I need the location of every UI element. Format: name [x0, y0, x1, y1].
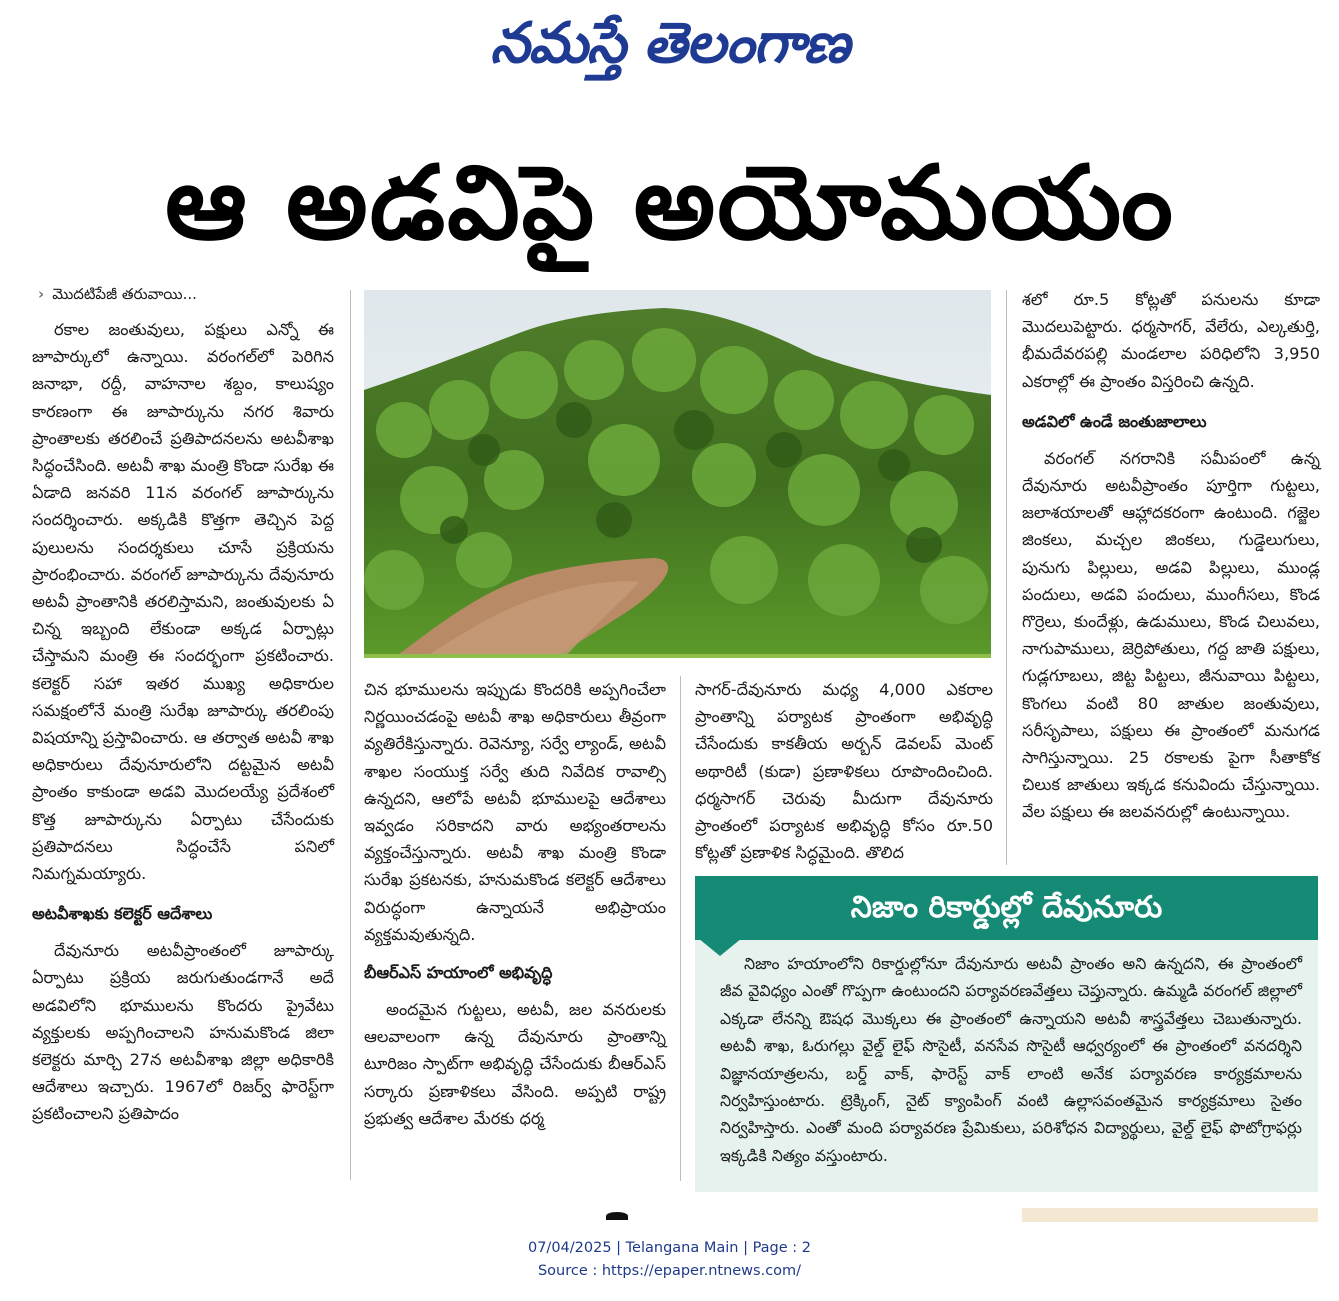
- sidebar-box-body: [720, 950, 1302, 1169]
- sidebar-box-paragraph: నిజాం హయాంలోని రికార్డుల్లోనూ దేవునూరు అటవీ ప్రాంతం అని ఉన్నదని, ఈ ప్రాంతంలో జీవ వైవిధ్యం ఎంతో గొప్పగా ఉంటుందని పర్యావరణవేత్తలు చెప్తున్నారు. ఉమ్మడి వరంగల్ జిల్లాలో ఎక్కడా లేనన్ని ఔషధ మొక్కలు ఈ ప్రాంతంలో ఉన్నాయని అటవీ శాస్త్రవేత్తలు చెబుతున్నారు. అటవీ శాఖ, ఓరుగల్లు వైల్డ్ లైఫ్ సొసైటీ, వనసేవ సొసైటీ ఆధ్వర్యంలో ఈ ప్రాంతంలో వనదర్శిని విజ్ఞానయాత్రలను, బర్డ్ వాక్, ఫారెస్ట్ వాక్ లాంటి అనేక పర్యావరణ కార్యక్రమాలను నిర్వహిస్తుంటారు. ట్రెక్కింగ్, నైట్ క్యాంపింగ్ వంటి ఉల్లాసవంతమైన కార్యక్రమాలు సైతం నిర్వహిస్తారు. ఎంతో మంది పర్యావరణ ప్రేమికులు, పరిశోధన విద్యార్థులు, వైల్డ్ లైఫ్ ఫొటోగ్రాఫర్లు ఇక్కడికి నిత్యం వస్తుంటారు.: [720, 954, 1302, 1165]
- forest-hill-image: [364, 290, 991, 658]
- column1-paragraph-2: దేవునూరు అటవీప్రాంతంలో జూపార్కు ఏర్పాటు ప్రక్రియ జరుగుతుండగానే అదే అడవిలోని భూములను కొందరు ప్రైవేటు వ్యక్తులకు అప్పగించాలని హనుమకొండ జిలా కలెక్టరు మార్చి 27న అటవీశాఖ జిల్లా అధికారికి ఆదేశాలు ఇచ్చారు. 1967లో రిజర్వ్ ఫారెస్ట్‌గా ప్రకటించాలని ప్రతిపాదం: [32, 941, 334, 1124]
- column4-paragraph-2: వరంగల్ నగరానికి సమీపంలో ఉన్న దేవునూరు అటవీప్రాంతం పూర్తిగా గుట్టలు, జలాశయాలతో ఆహ్లాదకరంగా ఉంటుంది. గజ్జెల జింకలు, మచ్చల జింకలు, గుడ్డెలుగులు, పునుగు పిల్లులు, అడవి పిల్లులు, ముండ్ల పందులు, అడవి పందులు, ముంగీసలు, కొండ గొర్రెలు, కుందేళ్లు, ఉడుములు, కొండ చిలువలు, నాగుపాములు, జెర్రిపోతులు, గద్ద జాతి పక్షులు, గుడ్లగూబలు, జిట్ట పిట్టలు, జీనువాయి పిట్టలు, కొంగలు వంటి 80 జాతుల జంతువులు, సరీసృపాలు, పక్షులు ఈ ప్రాంతంలో మనుగడ సాగిస్తున్నాయి. 25 రకాలకు పైగా సీతాకోక చిలుక జాతులు ఇక్కడ కనువిందు చేస్తున్నాయి. వేల పక్షులు ఈ జలవనరుల్లో ఉంటున్నాయి.: [1022, 448, 1320, 822]
- continued-from-front-page: [38, 284, 338, 304]
- column-divider: [1006, 290, 1007, 865]
- sidebar-box-title: నిజాం రికార్డుల్లో దేవునూరు: [695, 876, 1318, 940]
- article-column-4: [1022, 286, 1320, 826]
- article-column-3: [695, 676, 993, 866]
- column3-paragraph-1: సాగర్-దేవునూరు మధ్య 4,000 ఎకరాల ప్రాంతాన్ని పర్యాటక ప్రాంతంగా అభివృద్ధి చేసేందుకు కాకతీయ అర్బన్ డెవలప్ మెంట్ అథారిటీ (కుడా) ప్రణాళికలు రూపొందించింది. ధర్మసాగర్ చెరువు మీదుగా దేవునూరు ప్రాంతంలో పర్యాటక అభివృద్ధి కోసం రూ.50 కోట్లతో ప్రణాళిక సిద్ధమైంది. తొలిద: [695, 680, 993, 863]
- subhead-brs-development: బీఆర్‌ఎస్ హయాంలో అభివృద్ధి: [364, 963, 553, 983]
- column-divider: [680, 676, 681, 1181]
- continued-label: మొదటిపేజీ తరువాయి...: [52, 285, 197, 303]
- subhead-fauna: అడవిలో ఉండే జంతుజాలాలు: [1022, 411, 1207, 431]
- column2-paragraph-2: అందమైన గుట్టలు, అటవీ, జల వనరులకు ఆలవాలంగా ఉన్న దేవునూరు ప్రాంతాన్ని టూరిజం స్పాట్‌గా అభివృద్ధి చేసేందుకు బీఆర్‌ఎస్ సర్కారు ప్రణాళికలు వేసింది. అప్పటి రాష్ట్ర ప్రభుత్వ ఆదేశాల మేరకు ధర్మ: [364, 1000, 666, 1128]
- footer-edition-info: 07/04/2025 | Telangana Main | Page : 2: [527, 1240, 812, 1256]
- newspaper-masthead: నమస్తే తెలంగాణ: [490, 11, 849, 76]
- chevron-right-icon: ›: [38, 285, 45, 303]
- subhead-collector-orders: అటవీశాఖకు కలెక్టర్ ఆదేశాలు: [32, 904, 213, 924]
- article-column-1: [32, 316, 334, 1128]
- next-article-fragment: [1022, 1208, 1318, 1222]
- column2-paragraph-1: చిన భూములను ఇప్పుడు కొందరికి అప్పగించేలా నిర్ణయించడంపై అటవీ శాఖ అధికారులు తీవ్రంగా వ్యతిరేకిస్తున్నారు. రెవెన్యూ, సర్వే ల్యాండ్, అటవీ శాఖల సంయుక్త సర్వే తుది నివేదిక రావాల్సి ఉన్నదని, ఆలోపే అటవీ భూములపై ఆదేశాలు ఇవ్వడం సరికాదని వారు అభ్యంతరాలను వ్యక్తంచేస్తున్నారు. అటవీ శాఖ మంత్రి కొండా సురేఖ ప్రకటనకు, హనుమకొండ కలెక్టర్ ఆదేశాలు విరుద్ధంగా ఉన్నాయనే అభిప్రాయం వ్యక్తమవుతున్నది.: [364, 680, 666, 944]
- column-divider: [350, 290, 351, 1180]
- forest-photo: [364, 290, 991, 658]
- column4-paragraph-1: శలో రూ.5 కోట్లతో పనులను కూడా మొదలుపెట్టారు. ధర్మసాగర్, వేలేరు, ఎల్కతుర్తి, భీమదేవరపల్లి మండలాల పరిధిలోని 3,950 ఎకరాల్లో ఈ ప్రాంతం విస్తరించి ఉన్నది.: [1022, 290, 1320, 391]
- cropped-glyph-fragment: [606, 1212, 628, 1220]
- footer-source-link[interactable]: Source : https://epaper.ntnews.com/: [537, 1263, 802, 1279]
- article-headline: ఆ అడవిపై అయోమయం: [165, 144, 1175, 263]
- column1-paragraph-1: రకాల జంతువులు, పక్షులు ఎన్నో ఈ జూపార్కులో ఉన్నాయి. వరంగల్‌లో పెరిగిన జనాభా, రద్దీ, వాహనాల శబ్దం, కాలుష్యం కారణంగా ఈ జూపార్కును నగర శివారు ప్రాంతాలకు తరలించే ప్రతిపాదనలను అటవీశాఖ సిద్ధంచేసింది. అటవీ శాఖ మంత్రి కొండా సురేఖ ఈ ఏడాది జనవరి 11న వరంగల్ జూపార్కును సందర్శించారు. అక్కడికి కొత్తగా తెచ్చిన పెద్ద పులులను సందర్శకులు చూసే ప్రక్రియను ప్రారంభించారు. వరంగల్ జూపార్కును దేవునూరు అటవీ ప్రాంతానికి తరలిస్తామని, జంతువులకు ఏ చిన్న ఇబ్బంది లేకుండా అక్కడ ఏర్పాట్లు చేస్తామని మంత్రి ఈ సందర్భంగా ప్రకటించారు. కలెక్టర్ సహా ఇతర ముఖ్య అధికారుల సమక్షంలోనే మంత్రి సురేఖ జూపార్కు తరలింపు విషయాన్ని ప్రస్తావించారు. ఆ తర్వాత అటవీ శాఖ అధికారులు దేవునూరులోని దట్టమైన అటవీ ప్రాంతం కాకుండా అడవి మొదలయ్యే ప్రదేశంలో కొత్త జూపార్కును ఏర్పాటు చేసేందుకు ప్రతిపాదనలు సిద్ధంచేసే పనిలో నిమగ్నమయ్యారు.: [32, 320, 334, 884]
- article-column-2: [364, 676, 666, 1132]
